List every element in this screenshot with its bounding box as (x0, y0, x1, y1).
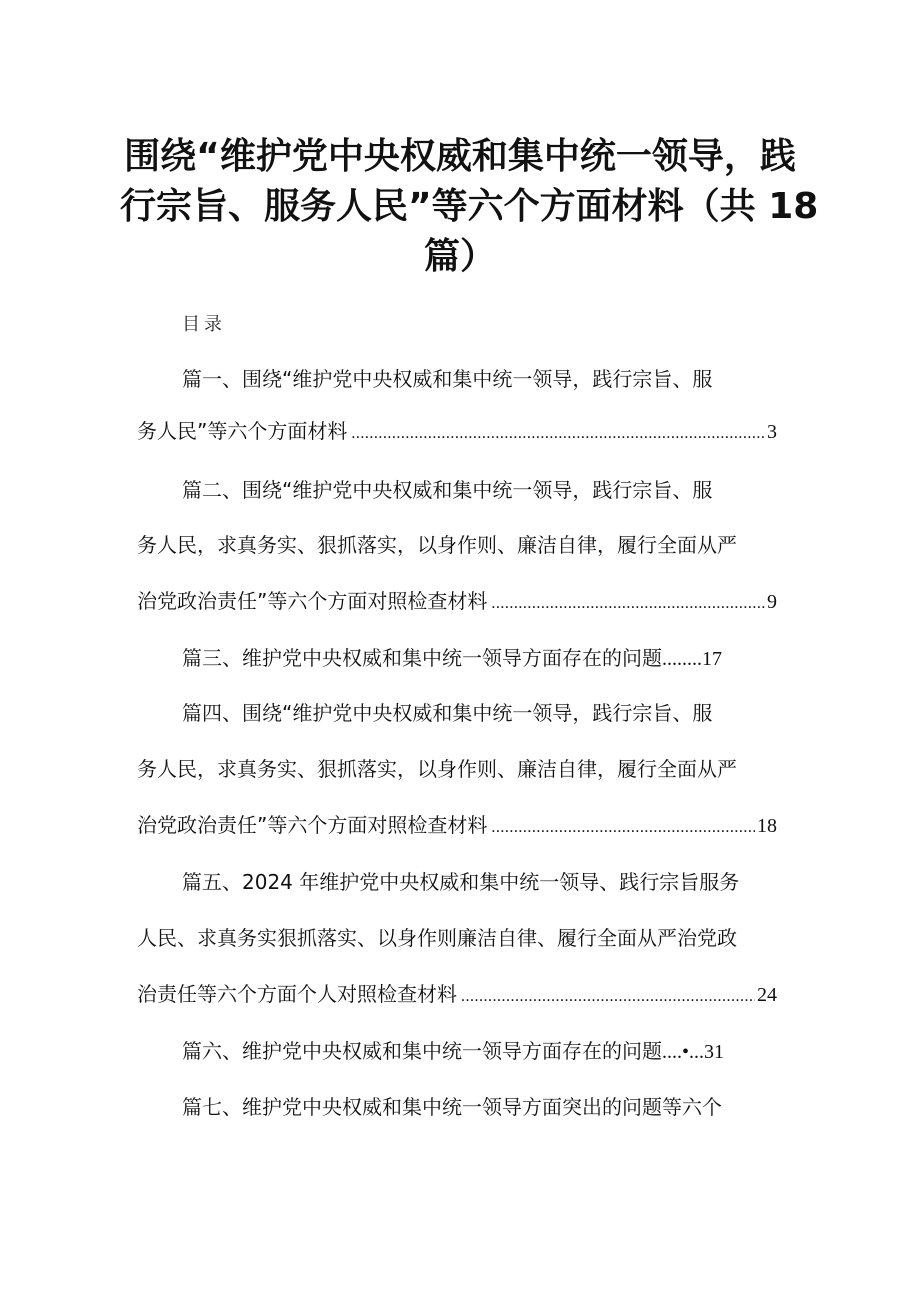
title-line: 行宗旨、服务人民”等六个方面材料（共 18 (120, 186, 819, 227)
toc-entry-text: 务人民”等六个方面材料 (137, 419, 348, 443)
toc-entry-text: 篇二、围绕“维护党中央权威和集中统一领导，践行宗旨、服 (182, 478, 713, 502)
title-line: 篇） (423, 236, 496, 277)
toc-entry-2-line-2[interactable] (137, 530, 797, 560)
toc-entry-text: 务人民，求真务实、狠抓落实，以身作则、廉洁自律，履行全面从严 (137, 533, 737, 557)
toc-entry-text: 治党政治责任”等六个方面对照检查材料 (137, 813, 488, 837)
dot-leader: ....•... (662, 1041, 705, 1063)
dot-leader (351, 419, 765, 449)
toc-entry-5-line-3[interactable] (137, 979, 797, 1009)
page-number: 31 (704, 1041, 725, 1063)
toc-entry-7-line-1[interactable] (137, 1092, 797, 1122)
title-line: 围绕“维护党中央权威和集中统一领导，践 (124, 136, 796, 177)
document-title (120, 132, 819, 282)
toc-entry-4-line-3[interactable] (137, 810, 797, 840)
toc-heading: 目录 (182, 314, 226, 335)
toc-entry-2-line-1[interactable] (137, 475, 797, 505)
page-number: 24 (757, 984, 777, 1006)
toc-entry-1-line-1[interactable] (137, 364, 797, 394)
toc-entry-text: 人民、求真务实狠抓落实、以身作则廉洁自律、履行全面从严治党政 (137, 926, 737, 950)
toc-entry-text: 务人民，求真务实、狠抓落实，以身作则、廉洁自律，履行全面从严 (137, 757, 737, 781)
page-number: 18 (757, 815, 777, 837)
toc-entry-6-line-1[interactable] (137, 1036, 797, 1066)
toc-entry-text: 篇五、2024 年维护党中央权威和集中统一领导、践行宗旨服务 (182, 870, 740, 894)
page-number: 3 (767, 421, 777, 443)
dot-leader (461, 982, 755, 1012)
page-number: 9 (767, 591, 777, 613)
toc-entry-text: 治责任等六个方面个人对照检查材料 (137, 982, 457, 1006)
page-number: 17 (702, 648, 722, 670)
toc-entry-text: 篇三、维护党中央权威和集中统一领导方面存在的问题 (182, 646, 662, 670)
dot-leader (491, 589, 765, 619)
toc-entry-1-line-2[interactable] (137, 416, 797, 446)
toc-entry-text: 篇一、围绕“维护党中央权威和集中统一领导，践行宗旨、服 (182, 367, 713, 391)
toc-entry-2-line-3[interactable] (137, 586, 797, 616)
toc-entry-4-line-1[interactable] (137, 698, 797, 728)
toc-entry-4-line-2[interactable] (137, 754, 797, 784)
toc-entry-5-line-2[interactable] (137, 923, 797, 953)
toc-entry-5-line-1[interactable] (137, 867, 797, 897)
toc-entry-3-line-1[interactable] (137, 643, 797, 673)
toc-entry-text: 篇六、维护党中央权威和集中统一领导方面存在的问题 (182, 1039, 662, 1063)
dot-leader: ........ (662, 648, 702, 670)
dot-leader (491, 813, 755, 843)
toc-entry-text: 治党政治责任”等六个方面对照检查材料 (137, 589, 488, 613)
toc-entry-text: 篇四、围绕“维护党中央权威和集中统一领导，践行宗旨、服 (182, 701, 713, 725)
toc-entry-text: 篇七、维护党中央权威和集中统一领导方面突出的问题等六个 (182, 1095, 722, 1119)
